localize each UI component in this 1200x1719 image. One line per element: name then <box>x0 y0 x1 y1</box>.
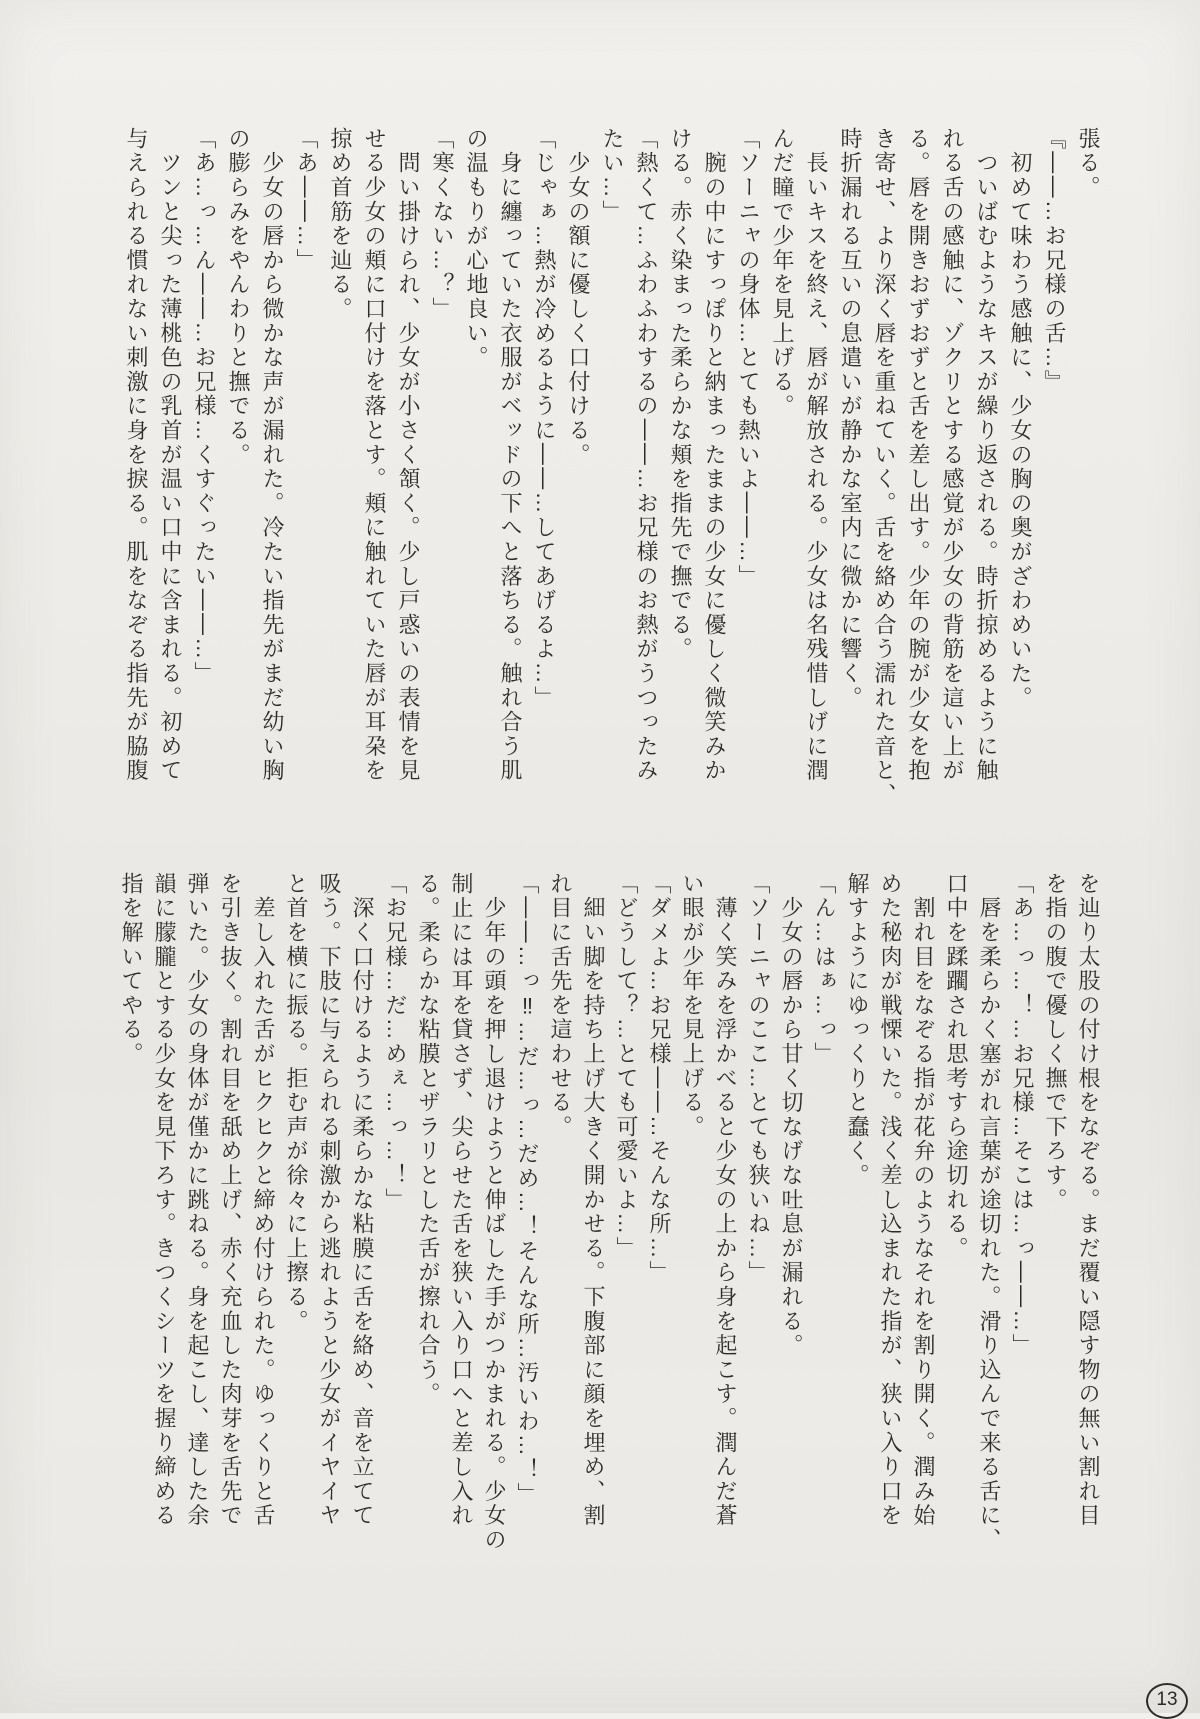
text-column: 少女の唇から微かな声が漏れた。冷たい指先がまだ幼い胸 <box>260 127 285 784</box>
text-column: 張る。 <box>1076 127 1101 200</box>
text-column: 「お兄様…だ…めぇ…っ…！」 <box>383 872 408 1213</box>
text-column: 「じゃぁ…熱が冷めるように――…してあげるよ…」 <box>532 127 557 711</box>
text-column: 「寒くない…？」 <box>430 127 455 322</box>
text-column: 少女の額に優しく口付ける。 <box>566 127 591 468</box>
text-column: と首を横に振る。拒む声が徐々に上擦る。 <box>284 872 309 1334</box>
text-column: れる舌の感触に、ゾクリとする感覚が少女の背筋を這い上が <box>940 127 965 784</box>
page-number: 13 <box>1156 1689 1178 1710</box>
text-column: る。柔らかな粘膜とザラリとした舌が擦れ合う。 <box>416 872 441 1407</box>
text-column: い眼が少年を見上げる。 <box>680 872 705 1140</box>
text-column: 身に纏っていた衣服がベッドの下へと落ちる。触れ合う肌 <box>498 127 523 784</box>
text-column: 長いキスを終え、唇が解放される。少女は名残惜しげに潤 <box>804 127 829 784</box>
text-column: 弾いた。少女の身体が僅かに跳ねる。身を起こし、達した余 <box>185 872 210 1529</box>
text-column: ツンと尖った薄桃色の乳首が温い口中に含まれる。初めて <box>158 127 183 784</box>
text-column: 「ダメよ…お兄様――…そんな所…」 <box>647 872 672 1286</box>
text-column: 少女の唇から甘く切なげな吐息が漏れる。 <box>779 872 804 1358</box>
text-column: 初めて味わう感触に、少女の胸の奥がざわめいた。 <box>1008 127 1033 711</box>
text-column: 与えられる慣れない刺激に身を捩る。肌をなぞる指先が脇腹 <box>124 127 149 784</box>
text-column: 差し入れた舌がヒクヒクと締め付けられた。ゆっくりと舌 <box>251 872 276 1529</box>
text-column: 唇を柔らかく塞がれ言葉が途切れた。滑り込んで来る舌に、 <box>977 872 1002 1553</box>
text-column: 掠め首筋を辿る。 <box>328 127 353 322</box>
text-column: の膨らみをやんわりと撫でる。 <box>226 127 251 468</box>
text-column: 「ソーニャのここ…とても狭いね…」 <box>746 872 771 1286</box>
text-column: たい…」 <box>600 127 625 225</box>
text-column: 少年の頭を押し退けようと伸ばした手がつかまれる。少女の <box>482 872 507 1553</box>
text-column: 深く口付けるように柔らかな粘膜に舌を絡め、音を立てて <box>350 872 375 1529</box>
text-column: 吸う。下肢に与えられる刺激から逃れようと少女がイヤイヤ <box>317 872 342 1529</box>
text-column: ける。赤く染まった柔らかな頬を指先で撫でる。 <box>668 127 693 662</box>
text-column: を辿り太股の付け根をなぞる。まだ覆い隠す物の無い割れ目 <box>1076 872 1101 1529</box>
text-column: 『――…お兄様の舌…』 <box>1042 127 1067 395</box>
text-column: を指の腹で優しく撫で下ろす。 <box>1043 872 1068 1213</box>
text-column: る。唇を開きおずおずと舌を差し出す。少年の腕が少女を抱 <box>906 127 931 784</box>
text-column: 制止には耳を貸さず、尖らせた舌を狭い入り口へと差し入れ <box>449 872 474 1529</box>
text-column: ついばむようなキスが繰り返される。時折掠めるように触 <box>974 127 999 784</box>
text-column: 細い脚を持ち上げ大きく開かせる。下腹部に顔を埋め、割 <box>581 872 606 1529</box>
text-column: 薄く笑みを浮かべると少女の上から身を起こす。潤んだ蒼 <box>713 872 738 1529</box>
page-number-badge <box>1146 1683 1188 1719</box>
text-column: めた秘肉が戦慄いた。浅く差し込まれた指が、狭い入り口を <box>878 872 903 1529</box>
text-column: せる少女の頬に口付けを落とす。頬に触れていた唇が耳朶を <box>362 127 387 784</box>
text-column: 「――…っ‼…だ…っ…だめ…！そんな所…汚いわ…！」 <box>515 872 540 1507</box>
text-column: を引き抜く。割れ目を舐め上げ、赤く充血した肉芽を舌先で <box>218 872 243 1529</box>
text-column: 「あ――…」 <box>294 127 319 273</box>
text-column: 「あ…っ…！…お兄様…そこは…っ――…」 <box>1010 872 1035 1358</box>
text-column: んだ瞳で少年を見上げる。 <box>770 127 795 419</box>
text-column: 時折漏れる互いの息遣いが静かな室内に微かに響く。 <box>838 127 863 711</box>
text-column: 解すようにゆっくりと蠢く。 <box>845 872 870 1188</box>
text-column: 割れ目をなぞる指が花弁のようなそれを割り開く。潤み始 <box>911 872 936 1529</box>
text-column: 口中を蹂躙され思考すら途切れる。 <box>944 872 969 1261</box>
text-column: の温もりが心地良い。 <box>464 127 489 370</box>
text-column: 「あ…っ…ん――…お兄様…くすぐったい――…」 <box>192 127 217 686</box>
text-block-top <box>119 127 1105 839</box>
text-column: 「どうして？…とても可愛いよ…」 <box>614 872 639 1261</box>
text-column: 「ん…はぁ…っ」 <box>812 872 837 1067</box>
text-column: れ目に舌先を這わせる。 <box>548 872 573 1140</box>
text-column: 韻に朦朧とする少女を見下ろす。きつくシーツを握り締める <box>152 872 177 1529</box>
text-column: 「ソーニャの身体…とても熱いよ――…」 <box>736 127 761 589</box>
text-column: 「熱くて…ふわふわするの――…お兄様のお熱がうつったみ <box>634 127 659 784</box>
text-column: き寄せ、より深く唇を重ねていく。舌を絡め合う濡れた音と、 <box>872 127 897 808</box>
text-column: 腕の中にすっぽりと納まったままの少女に優しく微笑みか <box>702 127 727 784</box>
text-column: 指を解いてやる。 <box>119 872 144 1067</box>
text-column: 問い掛けられ、少女が小さく頷く。少し戸惑いの表情を見 <box>396 127 421 784</box>
text-block-bottom <box>115 872 1105 1584</box>
